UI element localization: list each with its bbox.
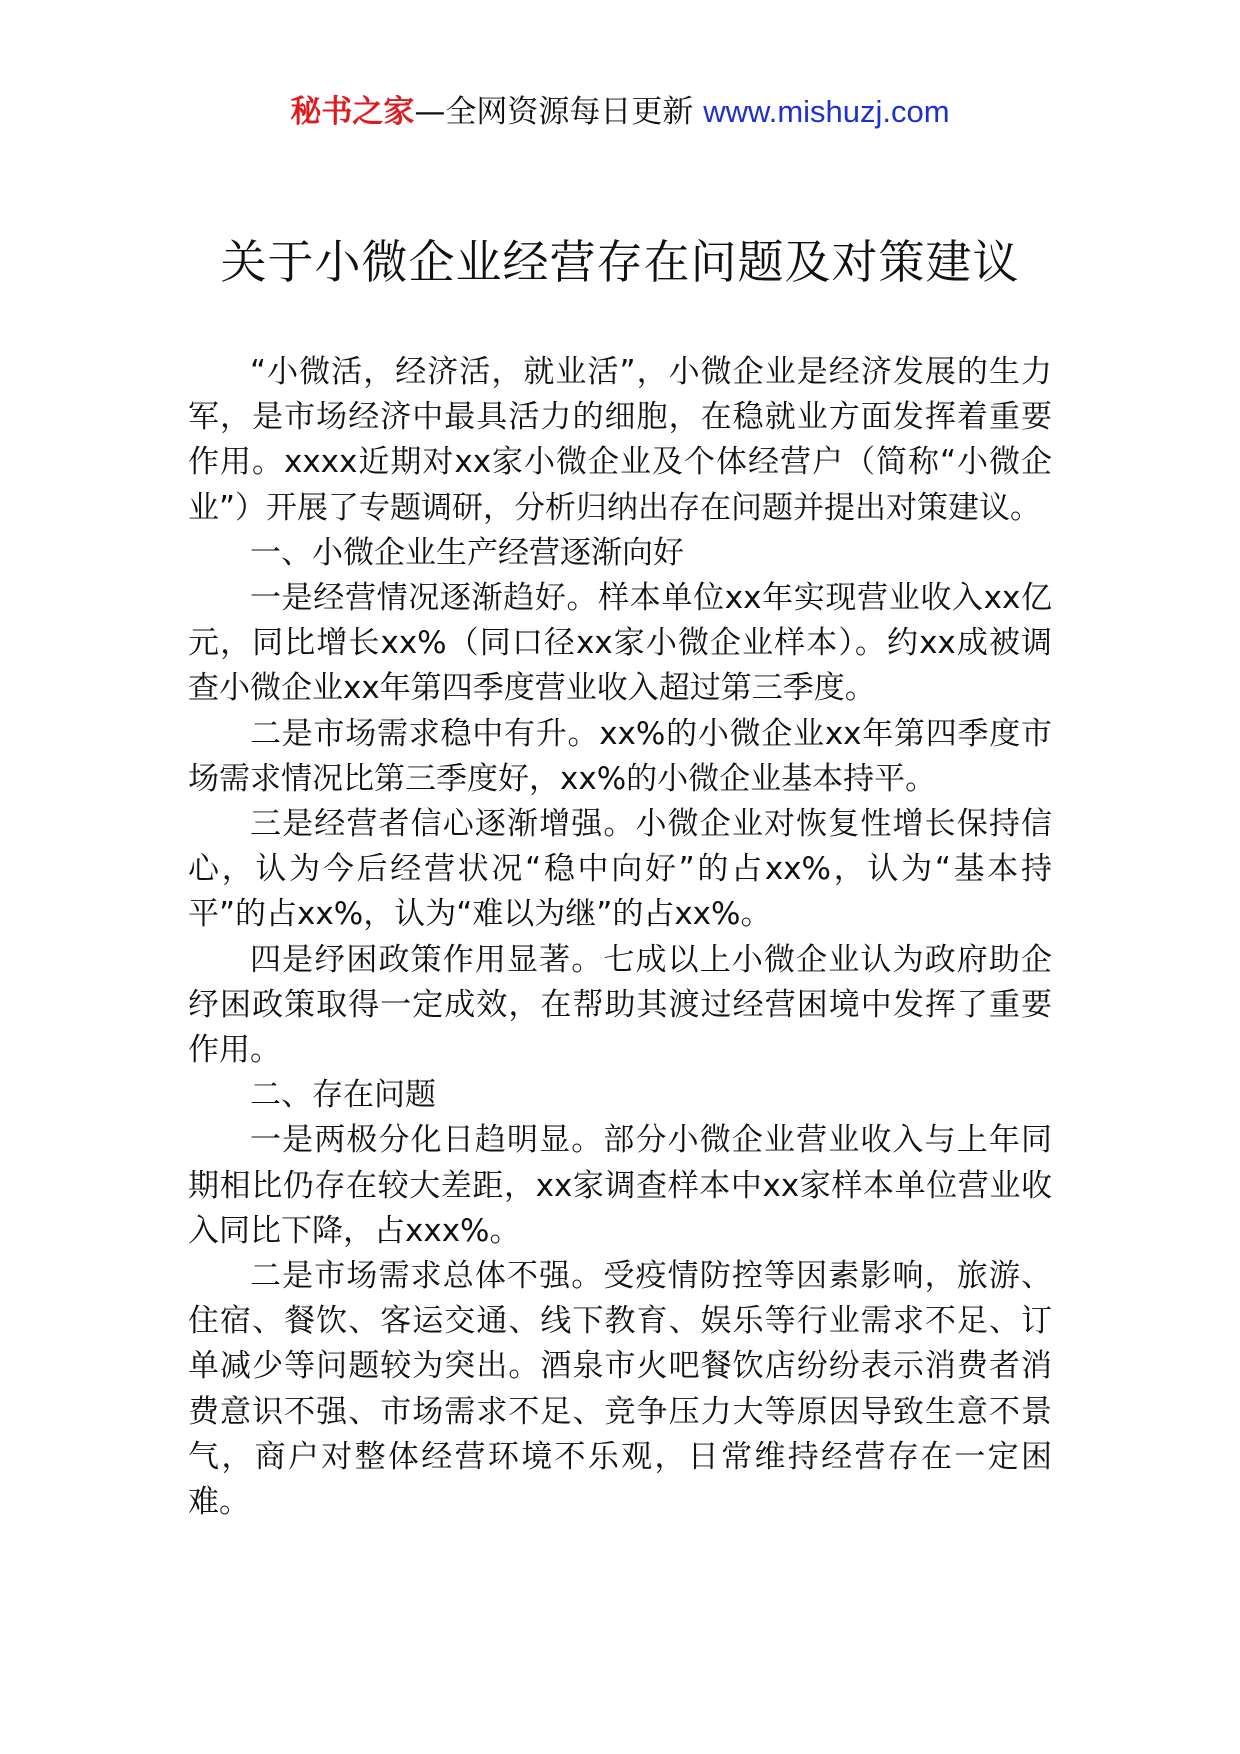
body-paragraph: 一是两极分化日趋明显。部分小微企业营业收入与上年同期相比仍存在较大差距，xx家调查样本中xx家样本单位营业收入同比下降，占xxx%。 <box>188 1122 1052 1249</box>
intro-paragraph: “小微活，经济活，就业活”，小微企业是经济发展的生力军，是市场经济中最具活力的细胞，在稳就业方面发挥着重要作用。xxxx近期对xx家小微企业及个体经营户（简称“小微企业”）开展了专题调研，分析归纳出存在问题并提出对策建议。 <box>188 354 1052 526</box>
brand-name: 秘书之家 <box>290 94 415 130</box>
section-heading-2: 二、存在问题 <box>250 1077 436 1114</box>
body-paragraph: 一是经营情况逐渐趋好。样本单位xx年实现营业收入xx亿元，同比增长xx%（同口径xx家小微企业样本）。约xx成被调查小微企业xx年第四季度营业收入超过第三季度。 <box>188 580 1052 707</box>
document-title: 关于小微企业经营存在问题及对策建议 <box>220 235 1020 289</box>
page-header <box>0 92 1240 132</box>
site-link[interactable]: www.mishuzj.com <box>703 94 950 129</box>
body-paragraph: 二是市场需求稳中有升。xx%的小微企业xx年第四季度市场需求情况比第三季度好，xx%的小微企业基本持平。 <box>188 715 1052 797</box>
body-paragraph: 二是市场需求总体不强。受疫情防控等因素影响，旅游、住宿、餐饮、客运交通、线下教育、娱乐等行业需求不足、订单减少等问题较为突出。酒泉市火吧餐饮店纷纷表示消费者消费意识不强、市场需求不足、竞争压力大等原因导致生意不景气，商户对整体经营环境不乐观，日常维持经营存在一定困难。 <box>188 1258 1052 1521</box>
section-heading-1: 一、小微企业生产经营逐渐向好 <box>250 534 684 571</box>
header-tagline: —全网资源每日更新 <box>414 94 704 130</box>
document-body <box>188 350 1052 1525</box>
body-paragraph: 三是经营者信心逐渐增强。小微企业对恢复性增长保持信心，认为今后经营状况“稳中向好”的占xx%，认为“基本持平”的占xx%，认为“难以为继”的占xx%。 <box>188 806 1052 933</box>
body-paragraph: 四是纾困政策作用显著。七成以上小微企业认为政府助企纾困政策取得一定成效，在帮助其渡过经营困境中发挥了重要作用。 <box>188 941 1052 1069</box>
